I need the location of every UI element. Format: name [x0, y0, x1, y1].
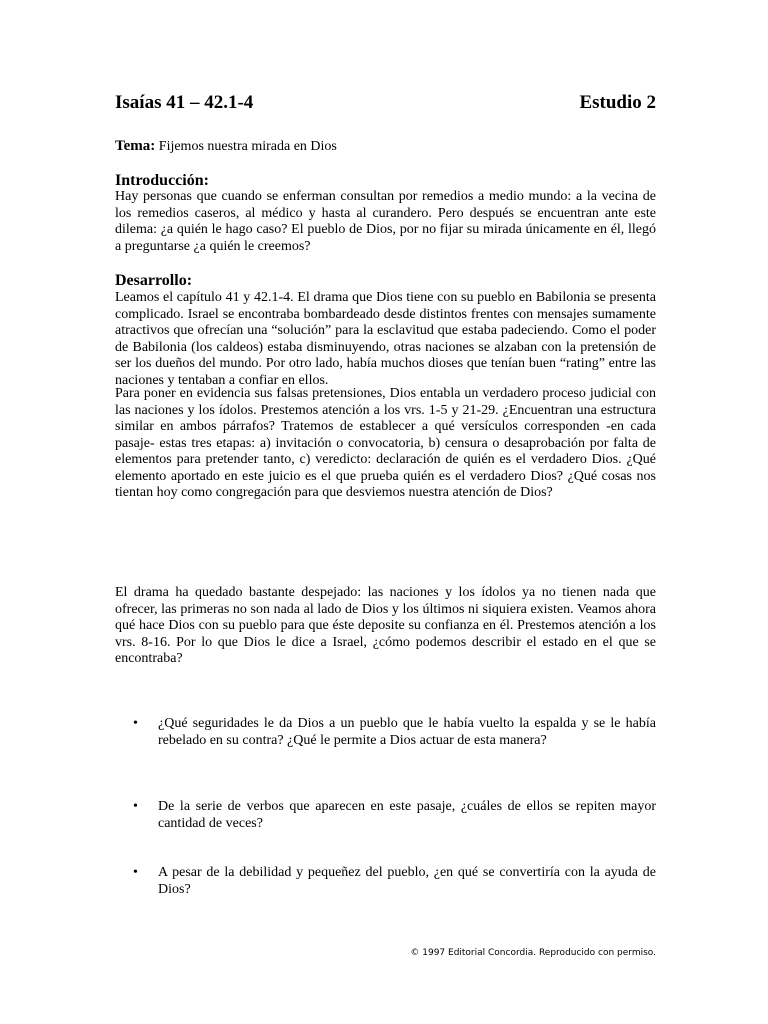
question-text-2: De la serie de verbos que aparecen en este pasaje, ¿cuáles de ellos se repiten mayor cantidad de veces? [158, 799, 656, 831]
copyright-footer: © 1997 Editorial Concordia. Reproducido con permiso. [410, 948, 656, 958]
document-header [115, 92, 656, 114]
bullet-icon: • [133, 865, 138, 880]
document-title: Isaías 41 – 42.1-4 [115, 92, 254, 113]
intro-paragraph: Hay personas que cuando se enferman consultan por remedios a medio mundo: a la vecina de los remedios caseros, al médico y hasta al curandero. Pero después se encuentran ante este dilema: ¿a quién le hago caso? El pueblo de Dios, por no fijar su mirada únicamente en él, llegó a preguntarse ¿a quién le creemos? [115, 189, 656, 254]
question-text-3: A pesar de la debilidad y pequeñez del pueblo, ¿en qué se convertiría con la ayuda de Dios? [158, 865, 656, 897]
development-paragraph-2: Para poner en evidencia sus falsas pretensiones, Dios entabla un verdadero proceso judicial con las naciones y los ídolos. Prestemos atención a los vrs. 1-5 y 21-29. ¿Encuentran una estructura similar en ambos párrafos? Tratemos de establecer a qué versículos corresponden -en cada pasaje- estas tres etapas: a) invitación o convocatoria, b) censura o desaprobación por falta de elementos para pretender tanto, c) veredicto: declaración de quién es el verdadero Dios. ¿Qué elemento aportado en este juicio es el que prueba quién es el verdadero Dios? ¿Qué cosas nos tientan hoy como congregación para que desviemos nuestra atención de Dios? [115, 386, 656, 500]
bullet-icon: • [133, 799, 138, 814]
bullet-icon: • [133, 716, 138, 731]
theme-line [115, 138, 337, 155]
document-page [115, 0, 656, 1024]
development-paragraph-3: El drama ha quedado bastante despejado: las naciones y los ídolos ya no tienen nada que ofrecer, las primeras no son nada al lado de Dios y los últimos ni siquiera existen. Veamos ahora qué hace Dios con su pueblo para que éste deposite su confianza en él. Prestemos atención a los vrs. 8-16. Por lo que Dios le dice a Israel, ¿cómo podemos describir el estado en el que se encontraba? [115, 585, 656, 666]
development-heading: Desarrollo: [115, 272, 193, 289]
theme-text: Fijemos nuestra mirada en Dios [158, 139, 337, 154]
study-number: Estudio 2 [579, 92, 656, 113]
question-text-1: ¿Qué seguridades le da Dios a un pueblo que le había vuelto la espalda y se le había rebelado en su contra? ¿Qué le permite a Dios actuar de esta manera? [158, 716, 656, 748]
development-paragraph-1: Leamos el capítulo 41 y 42.1-4. El drama que Dios tiene con su pueblo en Babilonia se presenta complicado. Israel se encontraba bombardeado desde distintos frentes con mensajes sumamente atractivos que ofrecían una “solución” para la esclavitud que estaba padeciendo. Como el poder de Babilonia (los caldeos) estaba disminuyendo, otras naciones se alzaban con la pretensión de ser los dueños del mundo. Por otro lado, había muchos dioses que tenían buen “rating” entre las naciones y tentaban a confiar en ellos. [115, 290, 656, 388]
theme-label: Tema: [115, 138, 156, 154]
intro-heading: Introducción: [115, 172, 209, 189]
